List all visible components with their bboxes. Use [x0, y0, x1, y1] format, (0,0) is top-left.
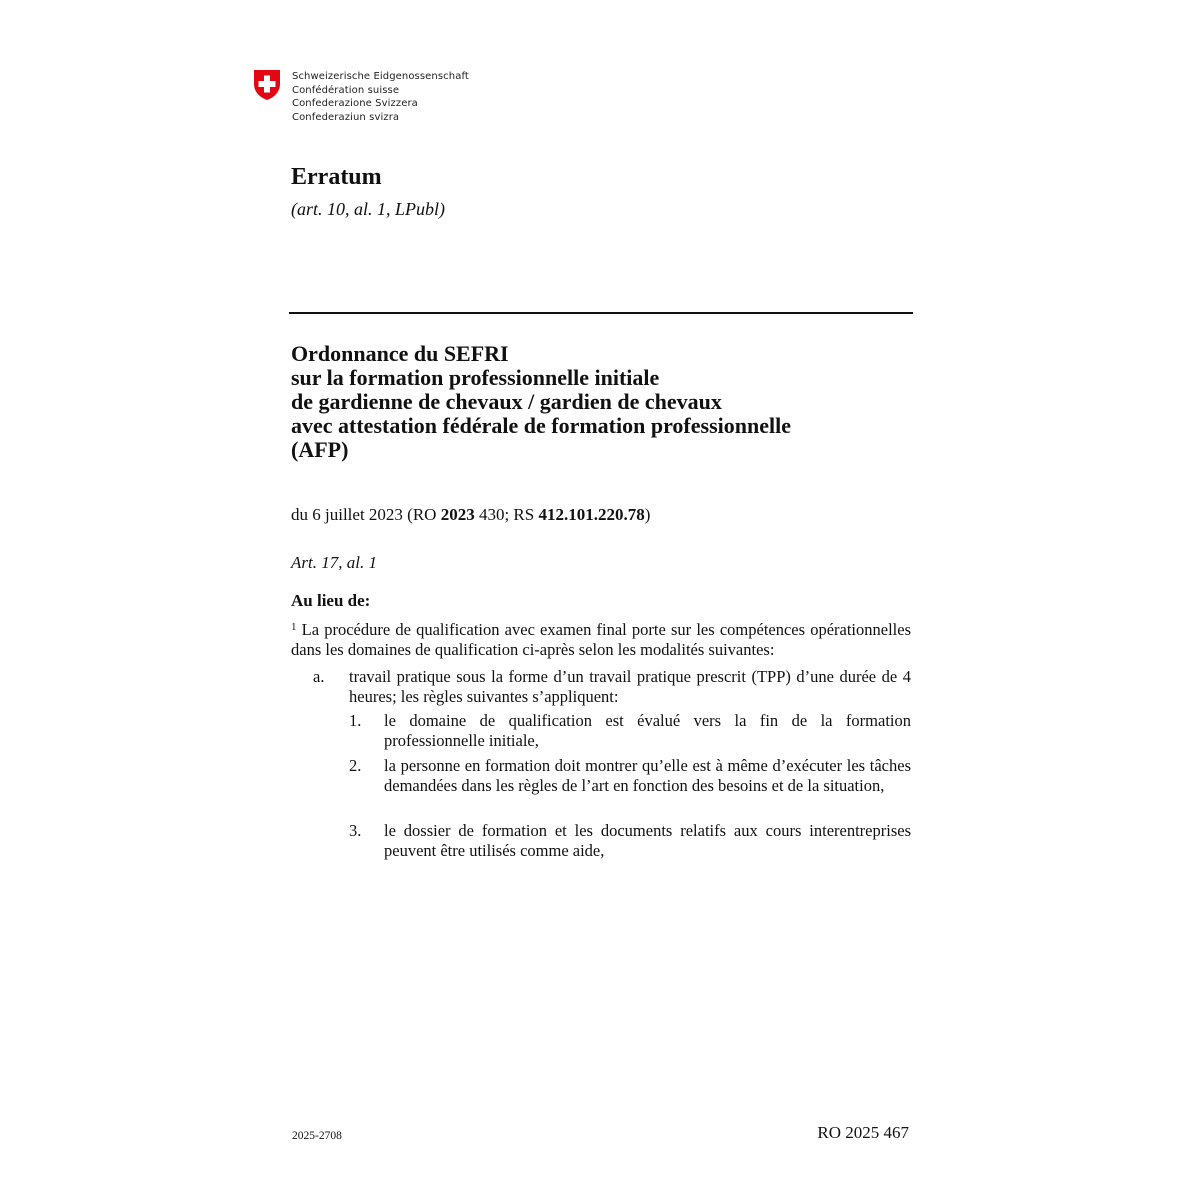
paragraph-text: La procédure de qualification avec examen final porte sur les compétences opérationnelles dans les domaines de qualification ci-après selon les modalités suivantes:: [291, 620, 912, 659]
sublist-item: le domaine de qualification est évalué vers la fin de la formation professionnelle initiale,: [384, 711, 911, 750]
date-suffix: ): [644, 505, 651, 524]
ro-page: 430; RS: [474, 505, 539, 524]
list-item: travail pratique sous la forme d’un travail pratique prescrit (TPP) d’une durée de 4 heures; les règles suivantes s’appliquent:: [349, 667, 911, 706]
document-number: 2025-2708: [292, 1130, 342, 1142]
sublist-item-marker: 3.: [349, 821, 362, 840]
instead-of-label: Au lieu de:: [291, 591, 371, 610]
document-title-line: avec attestation fédérale de formation professionnelle: [291, 413, 791, 438]
confederation-name-it: Confederazione Svizzera: [292, 98, 418, 110]
article-reference: Art. 17, al. 1: [291, 553, 377, 572]
document-date: [291, 505, 650, 525]
ro-reference: RO 2025 467: [817, 1123, 909, 1142]
sublist-item-marker: 1.: [349, 711, 362, 730]
erratum-legal-basis: (art. 10, al. 1, LPubl): [291, 199, 446, 219]
document-title-line: Ordonnance du SEFRI: [291, 341, 509, 366]
list-item-marker: a.: [313, 667, 325, 686]
document-title: [291, 342, 911, 462]
paragraph-1: [291, 620, 911, 660]
horizontal-divider: [289, 312, 913, 314]
document-title-line: (AFP): [291, 437, 349, 462]
erratum-title: Erratum: [291, 164, 382, 190]
sublist-item: le dossier de formation et les documents relatifs aux cours interentreprises peuvent être utilisés comme aide,: [384, 821, 911, 860]
sublist-item: la personne en formation doit montrer qu’elle est à même d’exécuter les tâches demandées dans les règles de l’art en fonction des besoins et de la situation,: [384, 756, 911, 795]
sublist-item-marker: 2.: [349, 756, 362, 775]
confederation-name-de: Schweizerische Eidgenossenschaft: [292, 71, 469, 82]
confederation-names: [292, 70, 469, 124]
swiss-cross-icon: [253, 69, 281, 101]
rs-number: 412.101.220.78: [538, 505, 645, 524]
confederation-name-fr: Confédération suisse: [292, 84, 400, 96]
date-prefix: du 6 juillet 2023 (RO: [291, 505, 441, 524]
confederation-name-rm: Confederaziun svizra: [292, 111, 400, 123]
paragraph-number: 1: [291, 621, 297, 633]
document-title-line: de gardienne de chevaux / gardien de chevaux: [291, 389, 722, 414]
ro-year: 2023: [440, 505, 475, 524]
document-title-line: sur la formation professionnelle initiale: [291, 365, 660, 390]
